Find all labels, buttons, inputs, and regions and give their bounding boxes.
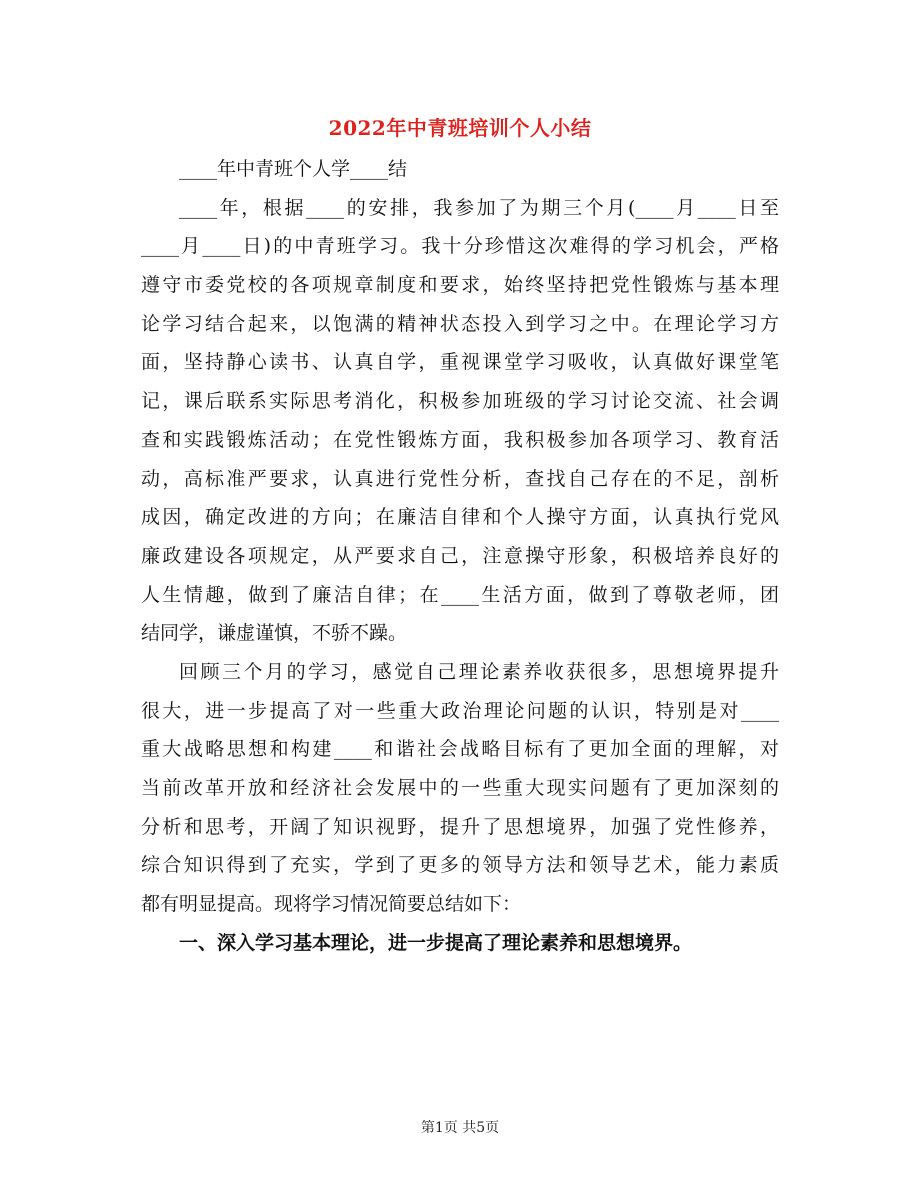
text-line: 很大，进一步提高了对一些重大政治理论问题的认识，特别是对____ bbox=[141, 699, 779, 722]
text-line: ____年中青班个人学____结 bbox=[179, 158, 408, 180]
text-line: 查和实践锻炼活动；在党性锻炼方面，我积极参加各项学习、教育活 bbox=[141, 428, 779, 451]
text-line: 面，坚持静心读书、认真自学，重视课堂学习吸收，认真做好课堂笔 bbox=[141, 351, 779, 374]
page-footer: 第1页 共5页 bbox=[420, 1120, 500, 1136]
text-line: ____年，根据____的安排，我参加了为期三个月(____月____日至 bbox=[179, 196, 779, 219]
document-title: 2022年中青班培训个人小结 bbox=[328, 116, 592, 140]
text-line: 人生情趣，做到了廉洁自律；在____生活方面，做到了尊敬老师，团 bbox=[141, 583, 779, 606]
text-line: 重大战略思想和构建____和谐社会战略目标有了更加全面的理解，对 bbox=[141, 738, 779, 761]
text-line: 结同学，谦虚谨慎，不骄不躁。 bbox=[141, 622, 408, 645]
section-heading: 一、深入学习基本理论，进一步提高了理论素养和思想境界。 bbox=[179, 931, 693, 954]
text-line: 遵守市委党校的各项规章制度和要求，始终坚持把党性锻炼与基本理 bbox=[141, 274, 779, 297]
text-line: 分析和思考，开阔了知识视野，提升了思想境界，加强了党性修养， bbox=[141, 815, 779, 838]
document-body bbox=[141, 150, 779, 962]
text-line: 记，课后联系实际思考消化，积极参加班级的学习讨论交流、社会调 bbox=[141, 390, 779, 413]
text-line: 动，高标准严要求，认真进行党性分析，查找自己存在的不足，剖析 bbox=[141, 467, 779, 490]
text-line: 廉政建设各项规定，从严要求自己，注意操守形象，积极培养良好的 bbox=[141, 544, 779, 567]
text-line: 都有明显提高。现将学习情况简要总结如下： bbox=[141, 893, 522, 916]
text-line: ____月____日)的中青班学习。我十分珍惜这次难得的学习机会，严格 bbox=[141, 235, 779, 258]
text-line: 论学习结合起来，以饱满的精神状态投入到学习之中。在理论学习方 bbox=[141, 312, 779, 335]
text-line: 当前改革开放和经济社会发展中的一些重大现实问题有了更加深刻的 bbox=[141, 777, 779, 799]
text-line: 综合知识得到了充实，学到了更多的领导方法和领导艺术，能力素质 bbox=[141, 854, 779, 877]
text-line: 成因，确定改进的方向；在廉洁自律和个人操守方面，认真执行党风 bbox=[141, 506, 779, 529]
text-line: 回顾三个月的学习，感觉自己理论素养收获很多，思想境界提升 bbox=[179, 660, 779, 683]
